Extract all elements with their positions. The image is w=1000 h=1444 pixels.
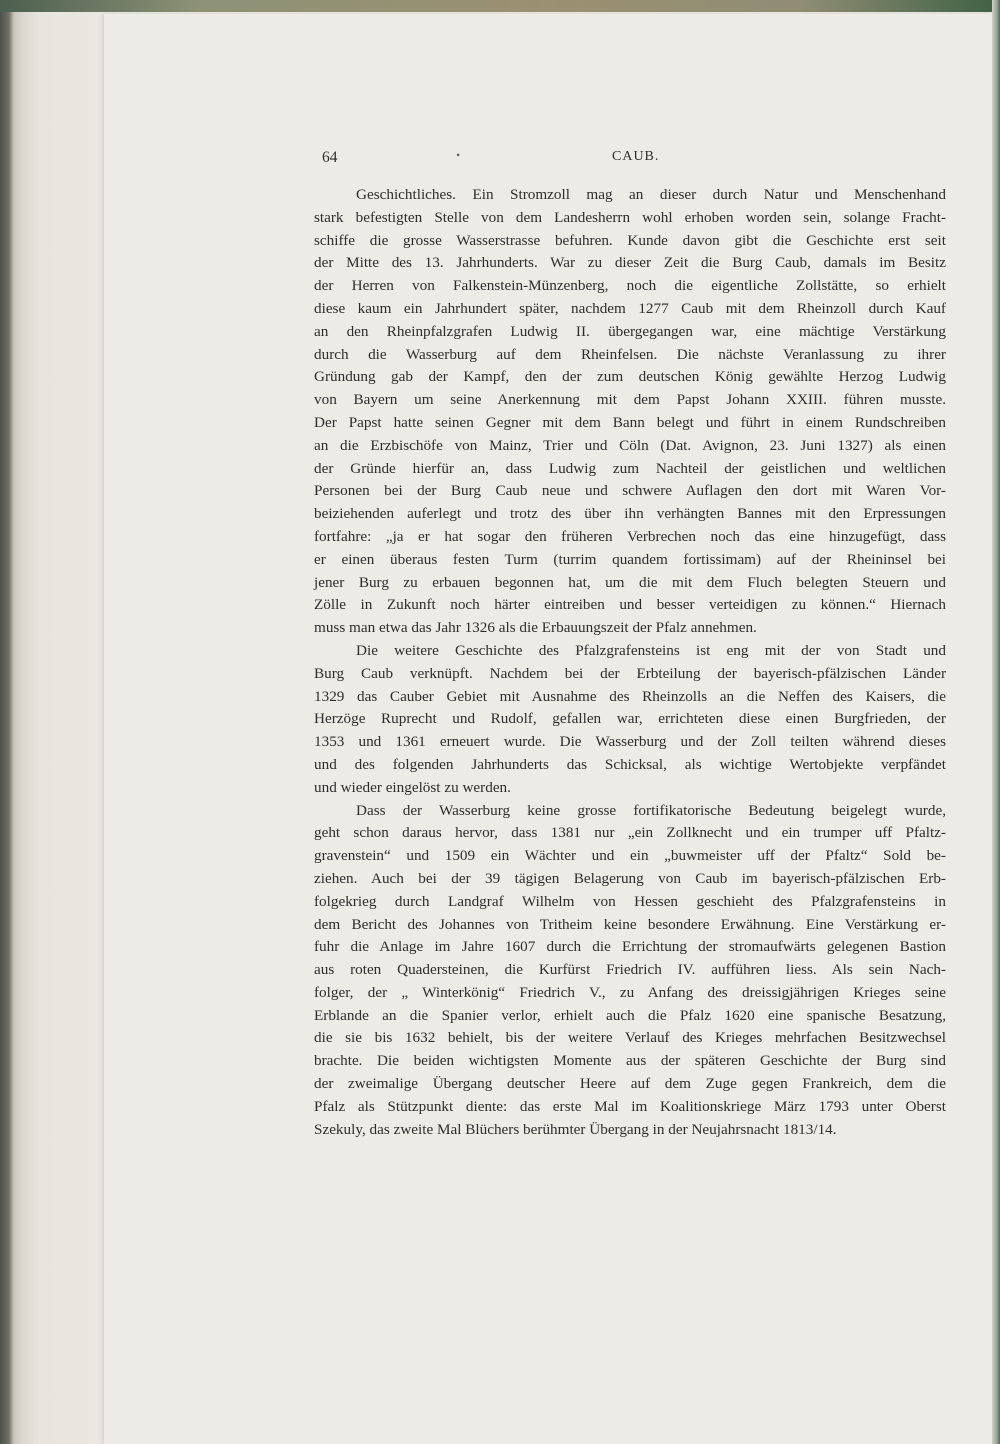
text-line: Geschichtliches. Ein Stromzoll mag an dieser durch Natur und Menschenhand	[356, 186, 946, 203]
book-cover-edge	[0, 0, 1000, 12]
page-number: 64	[322, 149, 338, 166]
text-line: der Herren von Falkenstein-Münzenberg, noch die eigentliche Zollstätte, so erhielt	[314, 277, 946, 295]
text-line: er einen überaus festen Turm (turrim quandem fortissimam) auf der Rheininsel bei	[314, 550, 946, 568]
text-line: Burg Caub verknüpft. Nachdem bei der Erbteilung der bayerisch-pfälzischen Länder	[314, 664, 946, 682]
text-line: 1329 das Cauber Gebiet mit Ausnahme des Rheinzolls an die Neffen des Kaisers, die	[314, 687, 946, 705]
text-line: 1353 und 1361 erneuert wurde. Die Wasserburg und der Zoll teilten während dieses	[314, 733, 946, 751]
text-line: gravenstein“ und 1509 ein Wächter und ein „buwmeister uff der Pfaltz“ Sold be-	[314, 847, 946, 865]
text-line: Zölle in Zukunft noch härter eintreiben und besser verteidigen zu können.“ Hiernach	[314, 596, 946, 614]
text-line: schiffe die grosse Wasserstrasse befuhren. Kunde davon gibt die Geschichte erst seit	[314, 231, 946, 249]
text-line: der zweimalige Übergang deutscher Heere auf dem Zuge gegen Frankreich, dem die	[314, 1075, 946, 1093]
text-line: der Mitte des 13. Jahrhunderts. War zu dieser Zeit die Burg Caub, damals im Besitz	[314, 254, 946, 272]
text-line: Szekuly, das zweite Mal Blüchers berühmter Übergang in der Neujahrsnacht 1813/14.	[314, 1120, 837, 1138]
text-line: dem Bericht des Johannes von Tritheim keine besondere Erwähnung. Eine Verstärkung er-	[314, 915, 946, 933]
ornament-mark: •	[456, 148, 461, 162]
text-line: der Gründe hierfür an, dass Ludwig zum Nachteil der geistlichen und weltlichen	[314, 459, 946, 477]
text-line: ziehen. Auch bei der 39 tägigen Belagerung von Caub im bayerisch-pfälzischen Erb-	[314, 869, 946, 887]
text-line: und des folgenden Jahrhunderts das Schicksal, als wichtige Wertobjekte verpfändet	[314, 755, 946, 773]
text-line: stark befestigten Stelle von dem Landesherrn wohl erhoben worden sein, solange Fracht-	[314, 208, 946, 226]
text-line: Die weitere Geschichte des Pfalzgrafensteins ist eng mit der von Stadt und	[356, 641, 946, 659]
text-line: an den Rheinpfalzgrafen Ludwig II. übergegangen war, eine mächtige Verstärkung	[314, 322, 946, 340]
text-line: folgekrieg durch Landgraf Wilhelm von Hessen geschieht des Pfalzgrafensteins in	[314, 892, 946, 910]
text-line: Herzöge Ruprecht und Rudolf, gefallen war, errichteten diese einen Burgfrieden, der	[314, 710, 946, 728]
text-line: fortfahre: „ja er hat sogar den früheren Verbrechen noch das eine hinzugefügt, dass	[314, 527, 946, 545]
text-line: diese kaum ein Jahrhundert später, nachdem 1277 Caub mit dem Rheinzoll durch Kauf	[314, 299, 946, 317]
text-line: folger, der „ Winterkönig“ Friedrich V., zu Anfang des dreissigjährigen Krieges seine	[314, 983, 946, 1001]
text-line: jener Burg zu erbauen begonnen hat, um die mit dem Fluch belegten Steuern und	[314, 573, 946, 591]
text-line: durch die Wasserburg auf dem Rheinfelsen. Die nächste Veranlassung zu ihrer	[314, 345, 946, 363]
text-line: brachte. Die beiden wichtigsten Momente aus der späteren Geschichte der Burg sind	[314, 1052, 946, 1070]
text-line: von Bayern um seine Anerkennung mit dem Papst Johann XXIII. führen musste.	[314, 391, 946, 409]
body-text	[314, 184, 946, 1141]
text-line: Personen bei der Burg Caub neue und schwere Auflagen den dort mit Waren Vor-	[314, 482, 946, 500]
running-title: CAUB.	[612, 149, 660, 164]
text-line: Der Papst hatte seinen Gegner mit dem Bann belegt und führt in einem Rundschreiben	[314, 413, 946, 431]
text-line: an die Erzbischöfe von Mainz, Trier und Cöln (Dat. Avignon, 23. Juni 1327) als einen	[314, 436, 946, 454]
text-line: Pfalz als Stützpunkt diente: das erste Mal im Koalitionskriege März 1793 unter Oberst	[314, 1097, 946, 1115]
text-line: aus roten Quadersteinen, die Kurfürst Friedrich IV. aufführen liess. Als sein Nach-	[314, 961, 946, 979]
text-line: und wieder eingelöst zu werden.	[314, 778, 511, 796]
text-line: Gründung gab der Kampf, den der zum deutschen König gewählte Herzog Ludwig	[314, 368, 946, 386]
text-line: Dass der Wasserburg keine grosse fortifikatorische Bedeutung beigelegt wurde,	[356, 801, 946, 819]
running-head	[322, 149, 948, 171]
text-line: die sie bis 1632 behielt, bis der weitere Verlauf des Krieges mehrfachen Besitzwechsel	[314, 1029, 946, 1047]
text-line: beiziehenden auferlegt und trotz des über ihn verhängten Bannes mit den Erpressungen	[314, 505, 946, 523]
text-line: muss man etwa das Jahr 1326 als die Erbauungszeit der Pfalz annehmen.	[314, 619, 757, 637]
text-line: geht schon daraus hervor, dass 1381 nur „ein Zollknecht und ein trumper uff Pfaltz-	[314, 824, 946, 842]
text-line: Erblande an die Spanier verlor, erhielt auch die Pfalz 1620 eine spanische Besatzung,	[314, 1006, 946, 1024]
book-spine-edge	[992, 0, 1000, 1444]
text-line: fuhr die Anlage im Jahre 1607 durch die Errichtung der stromaufwärts gelegenen Bastion	[314, 938, 946, 956]
